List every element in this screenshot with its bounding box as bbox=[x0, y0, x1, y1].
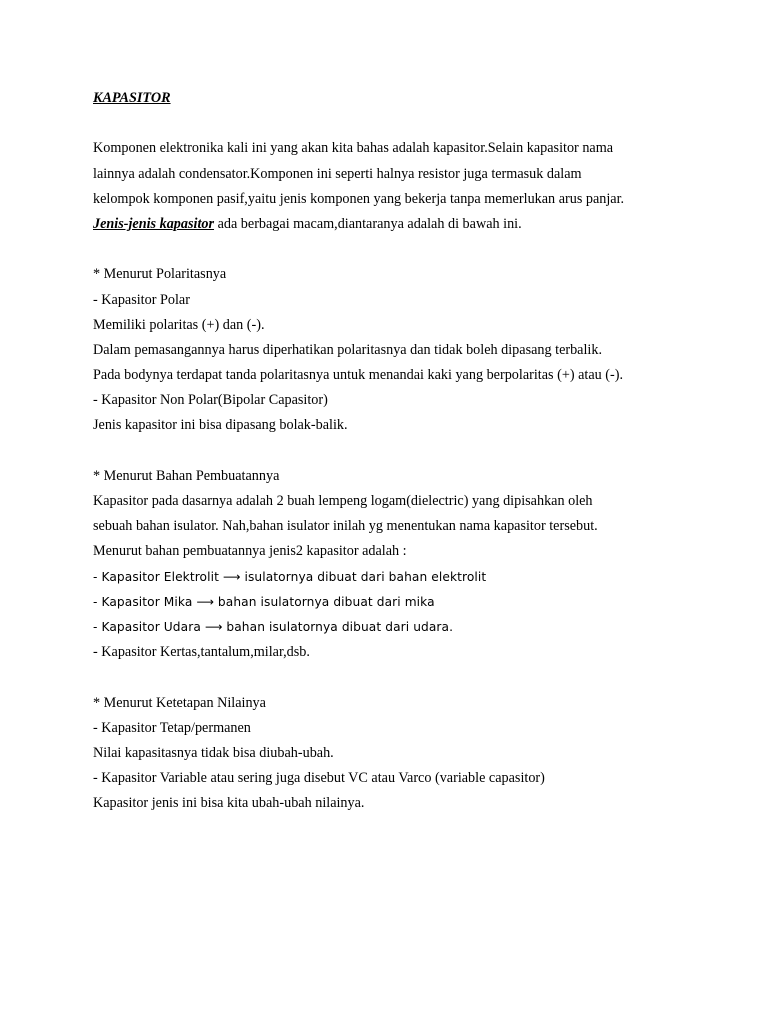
paragraph-line: - Kapasitor Variable atau sering juga disebut VC atau Varco (variable capasitor) bbox=[93, 770, 545, 787]
spacer bbox=[93, 665, 713, 690]
paragraph-line: Jenis kapasitor ini bisa dipasang bolak-balik. bbox=[93, 417, 348, 434]
paragraph-line: Kapasitor pada dasarnya adalah 2 buah lempeng logam(dielectric) yang dipisahkan oleh bbox=[93, 493, 593, 509]
section-heading-nilai: * Menurut Ketetapan Nilainya bbox=[93, 694, 266, 711]
paragraph-line: Memiliki polaritas (+) dan (-). bbox=[93, 316, 265, 333]
list-item: - Kapasitor Udara ⟶ bahan isulatornya dibuat dari udara. bbox=[93, 619, 454, 634]
spacer bbox=[93, 439, 713, 464]
list-item: - Kapasitor Mika ⟶ bahan isulatornya dibuat dari mika bbox=[93, 594, 435, 609]
intro-line bbox=[93, 212, 713, 237]
intro-line: lainnya adalah condensator.Komponen ini seperti halnya resistor juga termasuk dalam bbox=[93, 165, 582, 182]
jenis-kapasitor-link[interactable]: Jenis-jenis kapasitor bbox=[93, 215, 215, 232]
paragraph-line: Kapasitor jenis ini bisa kita ubah-ubah nilainya. bbox=[93, 795, 365, 812]
paragraph-line: Dalam pemasangannya harus diperhatikan polaritasnya dan tidak boleh dipasang terbalik. bbox=[93, 341, 603, 358]
section-heading-polaritas: * Menurut Polaritasnya bbox=[93, 266, 227, 283]
paragraph-line: Nilai kapasitasnya tidak bisa diubah-ubah. bbox=[93, 744, 334, 761]
paragraph-line: - Kapasitor Polar bbox=[93, 291, 190, 308]
list-item: - Kapasitor Elektrolit ⟶ isulatornya dibuat dari bahan elektrolit bbox=[93, 569, 487, 584]
intro-line-rest: ada berbagai macam,diantaranya adalah di bawah ini. bbox=[214, 215, 522, 232]
intro-line: Komponen elektronika kali ini yang akan kita bahas adalah kapasitor.Selain kapasitor nama bbox=[93, 140, 614, 157]
paragraph-line: - Kapasitor Tetap/permanen bbox=[93, 719, 251, 736]
paragraph-line: - Kapasitor Non Polar(Bipolar Capasitor) bbox=[93, 392, 328, 409]
paragraph-line: sebuah bahan isulator. Nah,bahan isulator inilah yg menentukan nama kapasitor tersebut. bbox=[93, 518, 598, 535]
paragraph-line: Menurut bahan pembuatannya jenis2 kapasitor adalah : bbox=[93, 543, 407, 560]
intro-line: kelompok komponen pasif,yaitu jenis komponen yang bekerja tanpa memerlukan arus panjar. bbox=[93, 190, 625, 207]
document-body bbox=[93, 86, 713, 816]
spacer bbox=[93, 237, 713, 262]
spacer bbox=[93, 111, 713, 136]
paragraph-line: Pada bodynya terdapat tanda polaritasnya untuk menandai kaki yang berpolaritas (+) atau (-). bbox=[93, 367, 623, 384]
list-item: - Kapasitor Kertas,tantalum,milar,dsb. bbox=[93, 644, 310, 661]
section-heading-bahan: * Menurut Bahan Pembuatannya bbox=[93, 467, 280, 484]
document-title: KAPASITOR bbox=[93, 90, 171, 106]
